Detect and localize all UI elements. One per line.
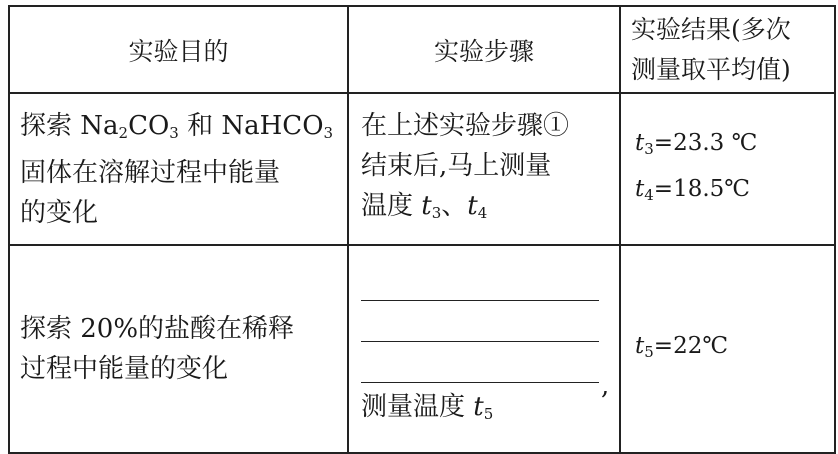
subscript: 5 [483,405,494,423]
value: =18.5℃ [653,176,751,202]
variable: t [421,190,432,221]
answer-blank[interactable] [361,346,599,383]
row1-result-line1 [635,123,834,169]
text: CO [128,110,170,141]
variable: t [635,130,645,156]
row2-result-line1 [635,326,834,372]
row2-purpose-line1: 探索 20%的盐酸在稀释 [20,314,295,344]
subscript: 4 [644,186,654,204]
subscript: 3 [644,140,654,158]
subscript: 3 [431,203,442,222]
row1-step-line2: 结束后,马上测量 [361,150,552,181]
header-results-line2: 测量取平均值) [631,54,791,84]
variable: t [635,333,645,359]
row1-purpose-line2: 固体在溶解过程中能量 [20,157,281,188]
header-results-line1: 实验结果(多次 [631,14,791,44]
subscript: 3 [323,123,334,142]
text: 、 [441,190,468,221]
row2-purpose [9,245,348,453]
text: 探索 Na [20,110,119,141]
row2-step-tail [361,387,609,434]
subscript: 5 [644,343,654,361]
row1-step-line3 [361,186,609,233]
header-results [620,6,835,93]
variable: t [473,392,484,422]
text: 测量温度 [361,392,474,422]
answer-blank[interactable] [361,305,599,342]
answer-blank-last-wrap [361,346,610,401]
experiment-table [8,5,836,454]
variable: t [467,190,478,221]
subscript: 2 [118,123,129,142]
row1-step-line1: 在上述实验步骤① [361,110,570,141]
row2-step [348,245,620,453]
row1-purpose [9,93,348,245]
row1-result [620,93,835,245]
subscript: 4 [477,203,488,222]
row2-purpose-line2: 过程中能量的变化 [20,354,229,384]
text: 温度 [361,190,422,221]
header-row [9,6,835,93]
row1-purpose-line3: 的变化 [20,197,99,228]
comma: , [601,371,610,401]
header-purpose: 实验目的 [9,6,348,93]
row1-result-line2 [635,169,834,215]
answer-blank[interactable] [361,264,599,301]
table-row [9,245,835,453]
row2-result [620,245,835,453]
table-row [9,93,835,245]
text: 和 NaHCO [178,110,324,141]
value: =22℃ [653,333,729,359]
row1-step [348,93,620,245]
value: =23.3 ℃ [653,130,758,156]
subscript: 3 [169,123,179,142]
header-steps: 实验步骤 [348,6,620,93]
variable: t [635,176,645,202]
row1-purpose-line1 [20,106,339,153]
